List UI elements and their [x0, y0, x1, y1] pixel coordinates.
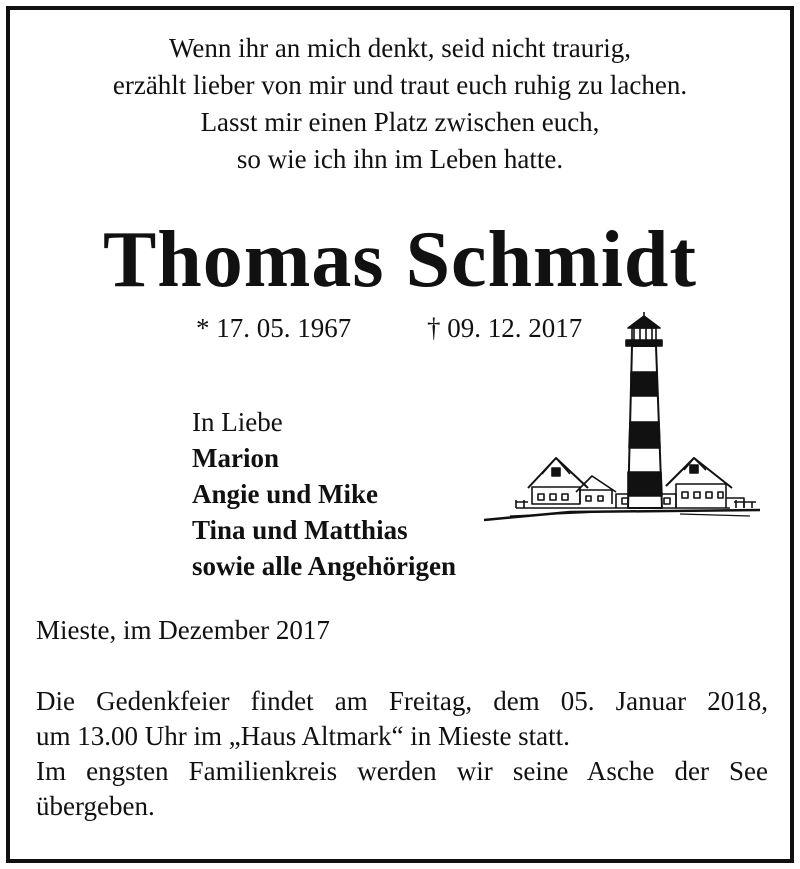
death-date: † 09. 12. 2017	[427, 313, 583, 343]
poem-line: Lasst mir einen Platz zwischen euch,	[200, 107, 600, 137]
mourners-list	[192, 404, 456, 584]
notice-line: Die Gedenkfeier findet am Freitag, dem 05. Januar 2018,	[36, 686, 768, 716]
mourner-name: sowie alle Angehörigen	[192, 551, 456, 581]
notice-line: Im engsten Familienkreis werden wir seine Asche der See	[36, 756, 768, 786]
notice-line: übergeben.	[36, 791, 155, 821]
mourner-name: Marion	[192, 443, 279, 473]
notice-line: um 13.00 Uhr im „Haus Altmark“ in Mieste statt.	[36, 721, 570, 751]
poem-line: Wenn ihr an mich denkt, seid nicht traurig,	[169, 33, 631, 63]
mourners-intro: In Liebe	[192, 407, 283, 437]
place-and-date: Mieste, im Dezember 2017	[36, 615, 330, 645]
mourner-name: Angie und Mike	[192, 479, 379, 509]
memorial-poem	[0, 30, 800, 178]
memorial-notice	[36, 684, 768, 824]
birth-date: * 17. 05. 1967	[196, 313, 352, 343]
mourner-name: Tina und Matthias	[192, 515, 408, 545]
lighthouse-icon	[480, 312, 770, 527]
poem-line: so wie ich ihn im Leben hatte.	[236, 144, 564, 174]
deceased-name: Thomas Schmidt	[102, 216, 698, 304]
poem-line: erzählt lieber von mir und traut euch ruhig zu lachen.	[112, 70, 688, 100]
